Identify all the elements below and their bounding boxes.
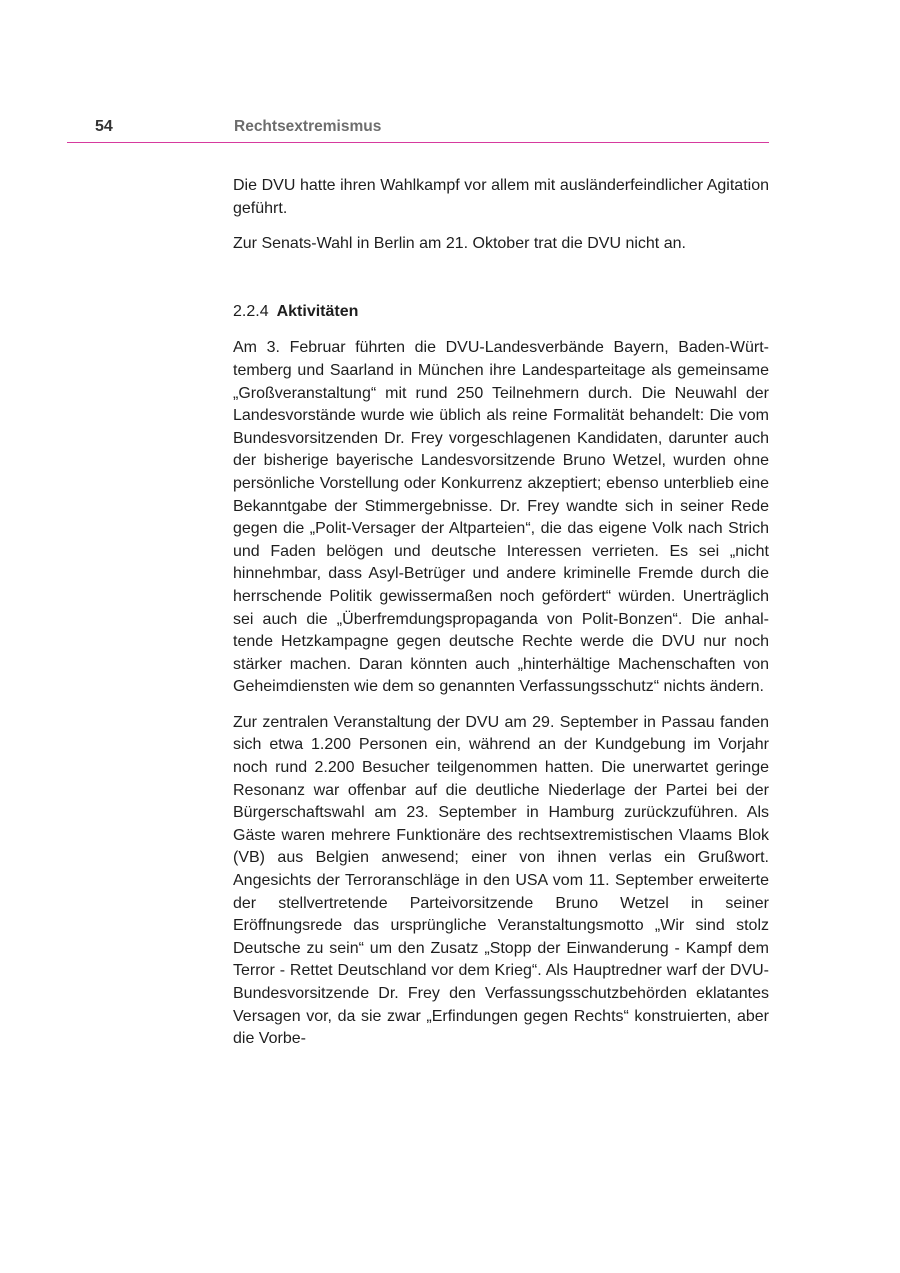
page-number: 54 [95,118,113,135]
main-text [233,175,769,1051]
running-title: Rechtsextremismus [234,118,382,135]
section-title: Aktivitäten [276,302,359,320]
page-header [67,116,769,143]
paragraph: Am 3. Februar führten die DVU-Landesverbände Bayern, Baden-Württemberg und Saarland in München ihre Landesparteitage als gemeinsame „Großveranstaltung“ mit rund 250 Teilnehmern durch. Die Neuwahl der Landesvorstände wurde wie üblich als reine Formalität behandelt: Die vom Bundesvorsitzenden Dr. Frey vorgeschlagenen Kandidaten, darunter auch der bisherige bayerische Landesvorsitzende Bruno Wetzel, wurden ohne persönliche Vorstellung oder Konkurrenz akzeptiert; ebenso unterblieb eine Bekanntgabe der Stimmergebnisse. Dr. Frey wandte sich in seiner Rede gegen die „Polit-Versager der Altparteien“, die das eigene Volk nach Strich und Faden belögen und deutsche Interessen verrieten. Es sei „nicht hinnehmbar, dass Asyl-Betrüger und andere kriminelle Fremde durch die herrschende Politik gewissermaßen noch gefördert“ würden. Unerträglich sei auch die „Überfremdungspropaganda von Polit-Bonzen“. Die anhaltende Hetzkampagne gegen deutsche Rechte werde die DVU nur noch stärker machen. Daran könnten auch „hinterhältige Machenschaften von Geheimdiensten wie dem so genannten Verfassungsschutz“ nichts ändern. [233,339,769,696]
paragraph: Die DVU hatte ihren Wahlkampf vor allem mit ausländerfeindlicher Agitation geführt. [233,177,769,217]
section-number: 2.2.4 [233,302,269,320]
section-heading [233,301,769,324]
paragraph: Zur zentralen Veranstaltung der DVU am 29. September in Passau fanden sich etwa 1.200 Personen ein, während an der Kundgebung im Vorjahr noch rund 2.200 Besucher teilgenommen hatten. Die unerwartet geringe Resonanz war offenbar auf die deutliche Niederlage der Partei bei der Bürgerschaftswahl am 23. September in Hamburg zurückzuführen. Als Gäste waren mehrere Funktionäre des rechtsextremistischen Vlaams Blok (VB) aus Belgien anwesend; einer von ihnen verlas ein Grußwort. Angesichts der Terroranschläge in den USA vom 11. September erweiterte der stellvertretende Parteivorsitzende Bruno Wetzel in seiner Eröffnungsrede das ursprüngliche Veranstaltungsmotto „Wir sind stolz Deutsche zu sein“ um den Zusatz „Stopp der Einwanderung - Kampf dem Terror - Rettet Deutschland vor dem Krieg“. Als Hauptredner warf der DVU-Bundesvorsitzende Dr. Frey den Verfassungsschutzbehörden eklatantes Versagen vor, da sie zwar „Erfindungen gegen Rechts“ konstruierten, aber die Vorbe- [233,713,769,1048]
paragraph: Zur Senats-Wahl in Berlin am 21. Oktober trat die DVU nicht an. [233,235,686,253]
